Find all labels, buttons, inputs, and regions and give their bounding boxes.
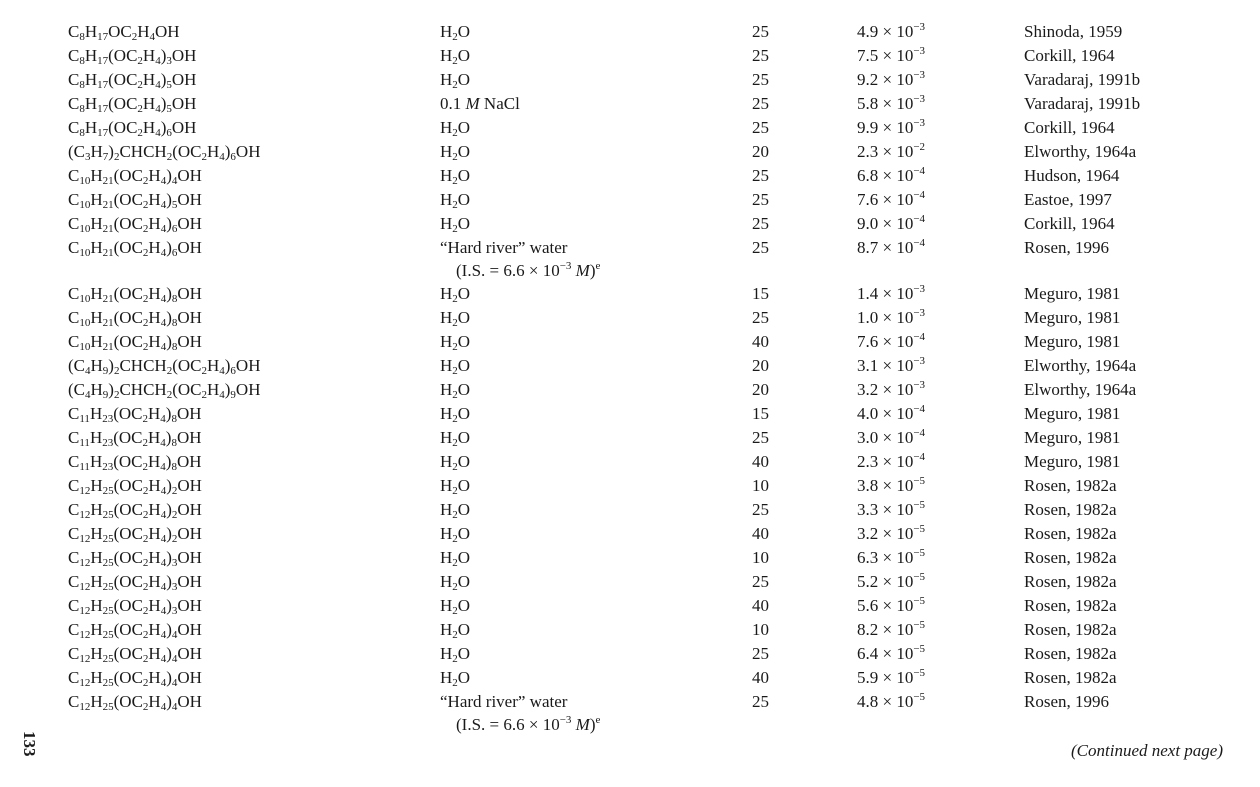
cmc-value-cell: $9.0 \times 10^{-4}$	[857, 213, 926, 233]
compound-cell: $C_{11}H_{23}(OC_2H_4)_8OH$	[68, 452, 202, 473]
reference-cell: Eastoe, 1997	[1024, 190, 1112, 209]
compound-cell: $C_{12}H_{25}(OC_2H_4)_3OH$	[68, 572, 202, 593]
table-row	[68, 498, 1194, 522]
reference-cell: Rosen, 1982a	[1024, 572, 1117, 591]
reference-cell: Rosen, 1996	[1024, 692, 1109, 711]
table-row	[68, 426, 1194, 450]
temperature-cell: 25	[752, 572, 769, 591]
cmc-table-body	[68, 20, 1194, 736]
temperature-cell: 20	[752, 380, 769, 399]
continued-note	[1071, 741, 1223, 761]
temperature-cell: 25	[752, 428, 769, 447]
compound-cell: $C_8H_{17}OC_2H_4OH$	[68, 22, 180, 43]
compound-cell: $C_{10}H_{21}(OC_2H_4)_4OH$	[68, 166, 202, 187]
table-row	[68, 236, 1194, 260]
reference-cell: Corkill, 1964	[1024, 46, 1115, 65]
table-row	[68, 282, 1194, 306]
medium-cell: $H_2O$	[440, 668, 471, 689]
compound-cell: $C_{10}H_{21}(OC_2H_4)_5OH$	[68, 190, 202, 211]
compound-cell: $C_{12}H_{25}(OC_2H_4)_4OH$	[68, 644, 202, 665]
medium-cell: “Hard river” water	[440, 238, 568, 257]
reference-cell: Rosen, 1982a	[1024, 500, 1117, 519]
reference-cell: Varadaraj, 1991b	[1024, 70, 1141, 89]
reference-cell: Meguro, 1981	[1024, 452, 1121, 471]
reference-cell: Elworthy, 1964a	[1024, 356, 1137, 375]
table-row	[68, 546, 1194, 570]
reference-cell: Hudson, 1964	[1024, 166, 1120, 185]
cmc-value-cell: $5.6 \times 10^{-5}$	[857, 595, 926, 615]
reference-cell: Elworthy, 1964a	[1024, 380, 1137, 399]
table-row	[68, 92, 1194, 116]
compound-cell: $(C_4H_9)_2CHCH_2(OC_2H_4)_9OH$	[68, 380, 261, 401]
temperature-cell: 25	[752, 500, 769, 519]
temperature-cell: 25	[752, 238, 769, 257]
reference-cell: Corkill, 1964	[1024, 118, 1115, 137]
compound-cell: $C_{10}H_{21}(OC_2H_4)_6OH$	[68, 214, 202, 235]
temperature-cell: 20	[752, 356, 769, 375]
temperature-cell: 20	[752, 142, 769, 161]
reference-cell: Rosen, 1982a	[1024, 620, 1117, 639]
table-row	[68, 618, 1194, 642]
cmc-value-cell: $4.8 \times 10^{-5}$	[857, 691, 926, 711]
table-row	[68, 570, 1194, 594]
cmc-value-cell: $7.5 \times 10^{-3}$	[857, 45, 926, 65]
cmc-value-cell: $1.0 \times 10^{-3}$	[857, 307, 926, 327]
compound-cell: $C_{12}H_{25}(OC_2H_4)_2OH$	[68, 476, 202, 497]
reference-cell: Meguro, 1981	[1024, 428, 1121, 447]
compound-cell: $C_{12}H_{25}(OC_2H_4)_4OH$	[68, 620, 202, 641]
cmc-value-cell: $3.1 \times 10^{-3}$	[857, 355, 926, 375]
compound-cell: $C_{11}H_{23}(OC_2H_4)_8OH$	[68, 404, 202, 425]
medium-cell: $H_2O$	[440, 620, 471, 641]
reference-cell: Rosen, 1982a	[1024, 644, 1117, 663]
table-row	[68, 306, 1194, 330]
medium-cell: $H_2O$	[440, 308, 471, 329]
cmc-value-cell: $6.4 \times 10^{-5}$	[857, 643, 926, 663]
cmc-value-cell: $9.2 \times 10^{-3}$	[857, 69, 926, 89]
cmc-data-table	[68, 20, 1194, 736]
compound-cell: $C_{10}H_{21}(OC_2H_4)_8OH$	[68, 284, 202, 305]
temperature-cell: 25	[752, 692, 769, 711]
reference-cell: Meguro, 1981	[1024, 404, 1121, 423]
cmc-value-cell: $5.2 \times 10^{-5}$	[857, 571, 926, 591]
table-row	[68, 20, 1194, 44]
cmc-value-cell: $8.7 \times 10^{-4}$	[857, 237, 926, 257]
reference-cell: Meguro, 1981	[1024, 284, 1121, 303]
medium-cell: $H_2O$	[440, 380, 471, 401]
table-row	[68, 666, 1194, 690]
cmc-value-cell: $5.9 \times 10^{-5}$	[857, 667, 926, 687]
compound-cell: $C_8H_{17}(OC_2H_4)_5OH$	[68, 70, 197, 91]
table-row	[68, 164, 1194, 188]
reference-cell: Rosen, 1982a	[1024, 596, 1117, 615]
reference-cell: Rosen, 1982a	[1024, 548, 1117, 567]
medium-cell: $H_2O$	[440, 214, 471, 235]
temperature-cell: 40	[752, 452, 769, 471]
cmc-value-cell: $6.3 \times 10^{-5}$	[857, 547, 926, 567]
medium-cell: $H_2O$	[440, 190, 471, 211]
reference-cell: Rosen, 1982a	[1024, 476, 1117, 495]
compound-cell: $C_{12}H_{25}(OC_2H_4)_2OH$	[68, 524, 202, 545]
reference-cell: Rosen, 1982a	[1024, 668, 1117, 687]
table-row	[68, 690, 1194, 714]
temperature-cell: 25	[752, 70, 769, 89]
cmc-value-cell: $3.0 \times 10^{-4}$	[857, 427, 926, 447]
cmc-value-cell: $4.0 \times 10^{-4}$	[857, 403, 926, 423]
reference-cell: Varadaraj, 1991b	[1024, 94, 1141, 113]
compound-cell: $C_{12}H_{25}(OC_2H_4)_3OH$	[68, 596, 202, 617]
temperature-cell: 25	[752, 214, 769, 233]
reference-cell: Elworthy, 1964a	[1024, 142, 1137, 161]
cmc-value-cell: $7.6 \times 10^{-4}$	[857, 189, 926, 209]
medium-cell: $H_2O$	[440, 70, 471, 91]
reference-cell: Corkill, 1964	[1024, 214, 1115, 233]
table-row	[68, 378, 1194, 402]
compound-cell: $C_{12}H_{25}(OC_2H_4)_4OH$	[68, 668, 202, 689]
cmc-value-cell: $3.3 \times 10^{-5}$	[857, 499, 926, 519]
temperature-cell: 40	[752, 596, 769, 615]
table-row	[68, 354, 1194, 378]
page-number: 133	[20, 731, 39, 757]
cmc-value-cell: $1.4 \times 10^{-3}$	[857, 283, 926, 303]
temperature-cell: 25	[752, 308, 769, 327]
table-row	[68, 44, 1194, 68]
compound-cell: $C_{12}H_{25}(OC_2H_4)_4OH$	[68, 692, 202, 713]
table-row	[68, 188, 1194, 212]
reference-cell: Meguro, 1981	[1024, 308, 1121, 327]
medium-cell: $H_2O$	[440, 356, 471, 377]
medium-cell: $H_2O$	[440, 500, 471, 521]
reference-cell: Meguro, 1981	[1024, 332, 1121, 351]
medium-cell: 0.1 M NaCl	[440, 94, 520, 113]
cmc-value-cell: $2.3 \times 10^{-4}$	[857, 451, 926, 471]
medium-cell: $H_2O$	[440, 548, 471, 569]
temperature-cell: 15	[752, 284, 769, 303]
temperature-cell: 40	[752, 332, 769, 351]
compound-cell: $(C_4H_9)_2CHCH_2(OC_2H_4)_6OH$	[68, 356, 261, 377]
cmc-value-cell: $8.2 \times 10^{-5}$	[857, 619, 926, 639]
table-row	[68, 402, 1194, 426]
cmc-value-cell: $3.2 \times 10^{-5}$	[857, 523, 926, 543]
table-row	[68, 140, 1194, 164]
table-row-continuation	[68, 260, 1194, 282]
compound-cell: $C_{12}H_{25}(OC_2H_4)_3OH$	[68, 548, 202, 569]
temperature-cell: 25	[752, 94, 769, 113]
medium-cell: $H_2O$	[440, 524, 471, 545]
medium-cell: $H_2O$	[440, 644, 471, 665]
table-row	[68, 450, 1194, 474]
cmc-value-cell: $9.9 \times 10^{-3}$	[857, 117, 926, 137]
compound-cell: $C_8H_{17}(OC_2H_4)_3OH$	[68, 46, 197, 67]
table-row	[68, 68, 1194, 92]
medium-cell: $H_2O$	[440, 596, 471, 617]
medium-cell: $H_2O$	[440, 166, 471, 187]
ionic-strength-note: (I.S. = $6.6 \times 10^{-3}$ M)$^e$	[456, 714, 601, 734]
medium-cell: $H_2O$	[440, 476, 471, 497]
medium-cell: $H_2O$	[440, 118, 471, 139]
medium-cell: $H_2O$	[440, 572, 471, 593]
medium-cell: $H_2O$	[440, 22, 471, 43]
temperature-cell: 25	[752, 22, 769, 41]
compound-cell: $C_{12}H_{25}(OC_2H_4)_2OH$	[68, 500, 202, 521]
temperature-cell: 25	[752, 46, 769, 65]
table-row	[68, 642, 1194, 666]
table-row-continuation	[68, 714, 1194, 736]
cmc-value-cell: $5.8 \times 10^{-3}$	[857, 93, 926, 113]
medium-cell: “Hard river” water	[440, 692, 568, 711]
table-row	[68, 522, 1194, 546]
ionic-strength-note: (I.S. = $6.6 \times 10^{-3}$ M)$^e$	[456, 260, 601, 280]
compound-cell: $C_{10}H_{21}(OC_2H_4)_6OH$	[68, 238, 202, 259]
temperature-cell: 25	[752, 118, 769, 137]
medium-cell: $H_2O$	[440, 452, 471, 473]
table-row	[68, 116, 1194, 140]
compound-cell: $C_{11}H_{23}(OC_2H_4)_8OH$	[68, 428, 202, 449]
compound-cell: $(C_3H_7)_2CHCH_2(OC_2H_4)_6OH$	[68, 142, 261, 163]
reference-cell: Rosen, 1996	[1024, 238, 1109, 257]
table-row	[68, 330, 1194, 354]
cmc-value-cell: $3.2 \times 10^{-3}$	[857, 379, 926, 399]
compound-cell: $C_{10}H_{21}(OC_2H_4)_8OH$	[68, 308, 202, 329]
temperature-cell: 25	[752, 644, 769, 663]
table-row	[68, 212, 1194, 236]
medium-cell: $H_2O$	[440, 332, 471, 353]
cmc-value-cell: $3.8 \times 10^{-5}$	[857, 475, 926, 495]
medium-cell: $H_2O$	[440, 284, 471, 305]
cmc-value-cell: $4.9 \times 10^{-3}$	[857, 21, 926, 41]
temperature-cell: 25	[752, 166, 769, 185]
table-row	[68, 474, 1194, 498]
cmc-value-cell: $2.3 \times 10^{-2}$	[857, 141, 926, 161]
compound-cell: $C_8H_{17}(OC_2H_4)_6OH$	[68, 118, 197, 139]
reference-cell: Shinoda, 1959	[1024, 22, 1123, 41]
medium-cell: $H_2O$	[440, 428, 471, 449]
continued-note-text: (Continued next page)	[1071, 741, 1224, 760]
temperature-cell: 40	[752, 668, 769, 687]
medium-cell: $H_2O$	[440, 46, 471, 67]
compound-cell: $C_{10}H_{21}(OC_2H_4)_8OH$	[68, 332, 202, 353]
temperature-cell: 40	[752, 524, 769, 543]
table-row	[68, 594, 1194, 618]
cmc-value-cell: $7.6 \times 10^{-4}$	[857, 331, 926, 351]
temperature-cell: 10	[752, 476, 769, 495]
medium-cell: $H_2O$	[440, 404, 471, 425]
temperature-cell: 10	[752, 620, 769, 639]
compound-cell: $C_8H_{17}(OC_2H_4)_5OH$	[68, 94, 197, 115]
medium-cell: $H_2O$	[440, 142, 471, 163]
cmc-value-cell: $6.8 \times 10^{-4}$	[857, 165, 926, 185]
reference-cell: Rosen, 1982a	[1024, 524, 1117, 543]
temperature-cell: 10	[752, 548, 769, 567]
temperature-cell: 15	[752, 404, 769, 423]
temperature-cell: 25	[752, 190, 769, 209]
